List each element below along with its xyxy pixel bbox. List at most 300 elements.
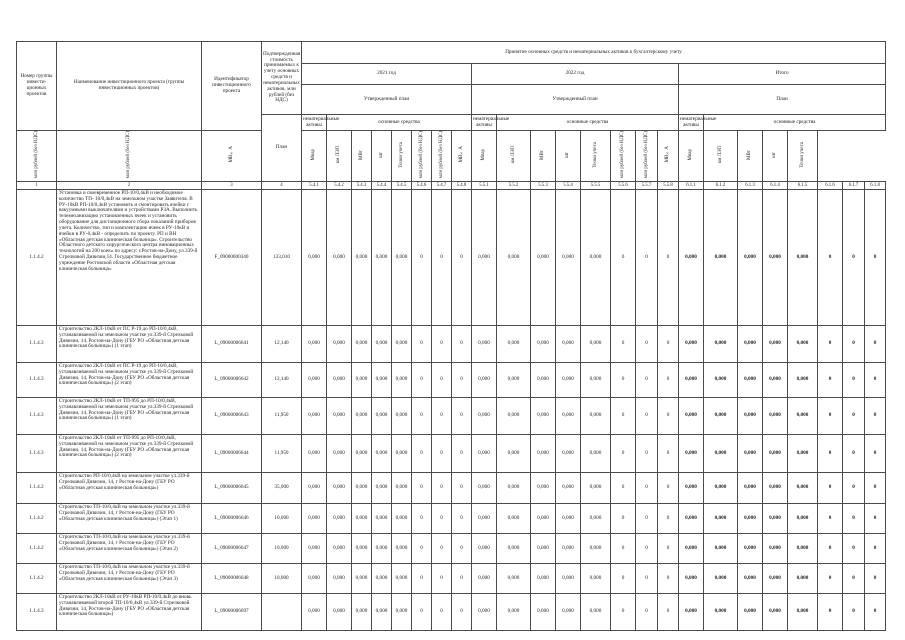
value-cell: 0,000 (704, 564, 738, 594)
value-cell: 0,000 (372, 326, 392, 363)
value-cell: 0,000 (556, 363, 581, 398)
value-cell: 0 (412, 534, 432, 564)
value-cell: 0 (658, 594, 679, 631)
column-number: 6.1.1 (679, 182, 704, 190)
value-cell: 0 (658, 473, 679, 504)
value-cell: 0,000 (302, 363, 327, 398)
value-cell: 0,000 (738, 473, 763, 504)
value-cell: 0,000 (497, 594, 531, 631)
value-cell: 0,000 (392, 564, 412, 594)
value-cell: 0 (432, 398, 452, 435)
table-row (17, 504, 886, 534)
value-cell: 0,000 (738, 435, 763, 473)
value-cell: 0,000 (497, 435, 531, 473)
value-cell: 0 (658, 326, 679, 363)
value-cell: 0 (658, 564, 679, 594)
value-cell: 0,000 (372, 504, 392, 534)
value-cell: 0,000 (531, 435, 556, 473)
value-cell: 0,000 (704, 326, 738, 363)
value-cell: 0,000 (788, 435, 818, 473)
project-name-cell: Установка и своевременное РП-10/0,4кВ и необходимое количество ТП- 10/0,4кВ на земельном участке Заявителя. В РУ-10кВ РП-10/0,4кВ установить и смонтировать ячейки с вакуумными выключателями и устройствами РЗА. Выполнить телемеханизацию установленных ячеек и установить оборудование для дистанционного сбора показаний приборов учета. Количество, тип и комплектацию ячеек в РУ-10кВ и ячейки в РУ-0,4кВ - определить по проекту. РП и ВН «Областная детская клиническая больница». Строительство Областного детского хирургического центра инновационных технологий на 200 коек» по адресу: г.Ростов-на-Дону, ул.339-й Стрелковой Дивизии,14. Государственное бюджетное учреждение Ростовской области «Областная детская клиническая больница» (57, 190, 202, 326)
column-number: 6.1.7 (843, 182, 865, 190)
value-cell: 0 (412, 398, 432, 435)
value-cell: 0,000 (352, 326, 372, 363)
unit-header (452, 131, 472, 182)
value-cell: 0,000 (788, 473, 818, 504)
project-id-cell: L_09000006643 (202, 398, 262, 435)
unit-header (472, 131, 497, 182)
unit-header (392, 131, 412, 182)
project-name-cell: Строительство 2КЛ-10кВ от ТП-995 до РП-10/0,4кВ, устанавливаемой на земельном участке ул.339-й Стрелковой Дивизии, 14, Ростов-на-Дону (ГБУ РО «Областная детская клиническая больница») (2 этап) (57, 435, 202, 473)
value-cell: 0,000 (327, 564, 352, 594)
value-cell: 0,000 (531, 564, 556, 594)
unit-header (497, 131, 531, 182)
project-name-cell: Строительство ТП-10/0,4кВ на земельном участке ул.339-й Стрелковой Дивизии, 14, г Ростов-на-Дону (ГБУ РО «Областная детская клиническая больница») (Этап 3) (57, 564, 202, 594)
value-cell: 0 (611, 435, 636, 473)
value-cell: 0 (818, 504, 843, 534)
header-project-name: Наименование инвестиционного проекта (группы инвестиционных проектов) (57, 42, 202, 131)
value-cell: 0,000 (679, 435, 704, 473)
group-number-cell: 1.1.4.2 (17, 473, 57, 504)
value-cell: 0,000 (531, 398, 556, 435)
value-cell: 0,000 (327, 363, 352, 398)
value-cell: 0 (636, 594, 658, 631)
value-cell: 0 (818, 326, 843, 363)
unit-header-label: шт (772, 151, 778, 158)
value-cell: 0,000 (302, 473, 327, 504)
unit-header (738, 131, 763, 182)
unit-header-label: Точки учета (592, 141, 598, 168)
column-number: 5.4.2 (327, 182, 352, 190)
unit-header (763, 131, 788, 182)
value-cell: 0,000 (352, 564, 372, 594)
value-cell: 0 (412, 435, 432, 473)
value-cell: 0,000 (472, 363, 497, 398)
value-cell: 0,000 (497, 363, 531, 398)
header-group: Номер группы инвести-ционных проектов (17, 42, 57, 131)
value-cell: 0 (452, 473, 472, 504)
value-cell: 0,000 (556, 594, 581, 631)
value-cell: 0,000 (581, 398, 611, 435)
confirmed-cost-cell (262, 594, 302, 631)
project-name-cell: Строительство 2КЛ-10кВ от ПС Р-19 до РП-10/0,4кВ, устанавливаемой на земельном участке ул.339-й Стрелковой Дивизии, 14, Ростов-на-Дону (ГБУ РО «Областная детская клиническая больница») (1 этап) (57, 326, 202, 363)
value-cell: 0,000 (581, 363, 611, 398)
value-cell: 0,000 (472, 504, 497, 534)
value-cell: 0,000 (531, 326, 556, 363)
value-cell: 0,000 (472, 435, 497, 473)
value-cell: 0 (865, 398, 886, 435)
column-number: 5.5.2 (497, 182, 531, 190)
unit-header-label: МВт (540, 149, 546, 160)
project-name-cell: Строительство 2КЛ-10кВ от ТП-995 до РП-10/0,4кВ, устанавливаемой на земельном участке ул.339-й Стрелковой Дивизии, 14, Ростов-на-Дону (ГБУ РО «Областная детская клиническая больница») (1 этап) (57, 398, 202, 435)
group-number-cell: 1.1.4.2 (17, 534, 57, 564)
value-cell: 0,000 (392, 435, 412, 473)
value-cell: 0,000 (738, 398, 763, 435)
value-cell: 0 (412, 326, 432, 363)
value-cell: 0,000 (704, 504, 738, 534)
value-cell: 0,000 (788, 564, 818, 594)
value-cell: 0,000 (392, 534, 412, 564)
value-cell: 0,000 (352, 534, 372, 564)
value-cell: 0,000 (679, 326, 704, 363)
value-cell: 0 (818, 564, 843, 594)
header-plan: План (262, 115, 302, 182)
value-cell: 0,000 (352, 363, 372, 398)
value-cell: 0,000 (497, 473, 531, 504)
value-cell: 0,000 (327, 190, 352, 326)
value-cell: 0 (658, 363, 679, 398)
value-cell: 0 (412, 504, 432, 534)
value-cell: 0 (865, 534, 886, 564)
unit-header (679, 131, 704, 182)
table-row (17, 473, 886, 504)
header-intangible-2022: нематериальные активы (472, 115, 497, 131)
value-cell: 0 (452, 504, 472, 534)
value-cell: 0 (432, 435, 452, 473)
value-cell: 0,000 (372, 594, 392, 631)
value-cell: 0 (452, 398, 472, 435)
value-cell: 0 (432, 190, 452, 326)
value-cell: 0,000 (472, 564, 497, 594)
column-number: 5.4.6 (412, 182, 432, 190)
value-cell: 0,000 (704, 190, 738, 326)
header-fixed-total: основные средства (704, 115, 886, 131)
value-cell: 0 (636, 398, 658, 435)
group-number-cell: 1.1.4.2 (17, 564, 57, 594)
value-cell: 0 (611, 473, 636, 504)
column-number: 5.4.3 (352, 182, 372, 190)
header-intangible-2021: нематериальные активы (302, 115, 327, 131)
column-number: 5.5.1 (472, 182, 497, 190)
value-cell: 0,000 (556, 326, 581, 363)
value-cell: 0 (432, 473, 452, 504)
unit-header (531, 131, 556, 182)
project-id-cell: L_09000006645 (202, 473, 262, 504)
value-cell: 0,000 (372, 435, 392, 473)
value-cell: 0 (452, 326, 472, 363)
column-number: 2 (57, 182, 202, 190)
unit-header-label: Точки учета (799, 141, 805, 168)
value-cell: 0,000 (581, 594, 611, 631)
value-cell: 0,000 (556, 504, 581, 534)
column-number: 4 (262, 182, 302, 190)
unit-header-label: Точки учета (398, 141, 404, 168)
value-cell: 0 (865, 363, 886, 398)
confirmed-cost-cell: 133,010 (262, 190, 302, 326)
value-cell: 0,000 (392, 363, 412, 398)
value-cell: 0,000 (788, 594, 818, 631)
value-cell: 0,000 (392, 504, 412, 534)
value-cell: 0 (658, 398, 679, 435)
value-cell: 0 (865, 564, 886, 594)
value-cell: 0 (452, 564, 472, 594)
value-cell: 0,000 (704, 398, 738, 435)
value-cell: 0,000 (679, 504, 704, 534)
project-id-cell: L_09000006641 (202, 326, 262, 363)
value-cell: 0,000 (327, 326, 352, 363)
value-cell: 0,000 (302, 326, 327, 363)
group-number-cell: 1.1.4.3 (17, 435, 57, 473)
header-fixed-2021: основные средства (327, 115, 472, 131)
value-cell: 0,000 (531, 504, 556, 534)
column-number: 5.4.5 (392, 182, 412, 190)
value-cell: 0,000 (738, 534, 763, 564)
value-cell: 0,000 (531, 190, 556, 326)
unit-header-label: МВ×А (665, 146, 671, 163)
unit-header (636, 131, 658, 182)
value-cell: 0 (611, 534, 636, 564)
table-row (17, 564, 886, 594)
value-cell: 0,000 (302, 534, 327, 564)
value-cell: 0,000 (372, 363, 392, 398)
value-cell: 0,000 (352, 594, 372, 631)
column-number: 1 (17, 182, 57, 190)
value-cell: 0,000 (679, 398, 704, 435)
value-cell: 0 (658, 504, 679, 534)
value-cell: 0 (432, 564, 452, 594)
project-id-cell: F_09000000340 (202, 190, 262, 326)
group-number-cell: 1.1.4.3 (17, 594, 57, 631)
unit-header-label: Мвар (688, 148, 694, 161)
value-cell: 0,000 (497, 564, 531, 594)
value-cell: 0 (658, 534, 679, 564)
column-number: 5.5.6 (611, 182, 636, 190)
value-cell: 0 (636, 534, 658, 564)
value-cell: 0,000 (327, 504, 352, 534)
unit-header (352, 131, 372, 182)
value-cell: 0,000 (327, 398, 352, 435)
value-cell: 0,000 (352, 190, 372, 326)
unit-header-label: Мвар (311, 148, 317, 161)
value-cell: 0,000 (763, 435, 788, 473)
table-row (17, 363, 886, 398)
unit-header-label: км ЛЭП (336, 146, 342, 164)
project-name-cell: Строительство 2КЛ-10кВ от ПС Р-19 до РП-10/0,4кВ, устанавливаемой на земельном участке ул.339-й Стрелковой Дивизии, 14, Ростов-на-Дону (ГБУ РО «Областная детская клиническая больница») (2 этап) (57, 363, 202, 398)
column-number: 5.4.1 (302, 182, 327, 190)
value-cell: 0,000 (788, 398, 818, 435)
value-cell: 0 (818, 435, 843, 473)
value-cell: 0,000 (704, 435, 738, 473)
unit-header-label: млн рублей (без НДС) (643, 131, 649, 179)
value-cell: 0 (636, 504, 658, 534)
table-row (17, 594, 886, 631)
value-cell: 0 (865, 504, 886, 534)
value-cell: 0,000 (302, 504, 327, 534)
value-cell: 0,000 (763, 473, 788, 504)
value-cell: 0 (636, 326, 658, 363)
value-cell: 0 (843, 363, 865, 398)
value-cell: 0,000 (763, 534, 788, 564)
unit-header (57, 131, 202, 182)
group-number-cell: 1.1.4.3 (17, 398, 57, 435)
value-cell: 0,000 (531, 363, 556, 398)
value-cell: 0 (843, 190, 865, 326)
value-cell: 0 (412, 190, 432, 326)
value-cell: 0,000 (763, 363, 788, 398)
column-number: 3 (202, 182, 262, 190)
value-cell: 0,000 (738, 564, 763, 594)
value-cell: 0,000 (704, 594, 738, 631)
value-cell: 0,000 (581, 534, 611, 564)
unit-header (788, 131, 818, 182)
value-cell: 0,000 (788, 326, 818, 363)
header-acceptance: Принятие основных средств и нематериальных активов к бухгалтерскому учету (302, 42, 886, 64)
value-cell: 0,000 (531, 594, 556, 631)
value-cell: 0,000 (531, 473, 556, 504)
project-id-cell: L_09000006647 (202, 534, 262, 564)
value-cell: 0,000 (327, 473, 352, 504)
value-cell: 0,000 (472, 190, 497, 326)
value-cell: 0,000 (472, 473, 497, 504)
unit-header-label: Мвар (481, 148, 487, 161)
column-number: 5.5.3 (531, 182, 556, 190)
column-number: 6.1.3 (738, 182, 763, 190)
column-number: 6.1.5 (788, 182, 818, 190)
confirmed-cost-cell: 11,950 (262, 398, 302, 435)
confirmed-cost-cell: 10,000 (262, 534, 302, 564)
table-row (17, 534, 886, 564)
value-cell: 0 (865, 326, 886, 363)
column-number: 5.4.8 (452, 182, 472, 190)
value-cell: 0 (412, 363, 432, 398)
value-cell: 0,000 (788, 504, 818, 534)
value-cell: 0 (843, 398, 865, 435)
value-cell: 0,000 (372, 473, 392, 504)
header-fixed-2022: основные средства (497, 115, 679, 131)
value-cell: 0,000 (392, 594, 412, 631)
value-cell: 0 (452, 435, 472, 473)
group-number-cell: 1.1.4.2 (17, 190, 57, 326)
value-cell: 0,000 (556, 398, 581, 435)
unit-header (432, 131, 452, 182)
value-cell: 0,000 (372, 398, 392, 435)
value-cell: 0,000 (556, 564, 581, 594)
unit-header-label: км ЛЭП (510, 146, 516, 164)
column-number: 6.1.6 (818, 182, 843, 190)
value-cell: 0,000 (497, 326, 531, 363)
value-cell: 0 (843, 594, 865, 631)
value-cell: 0,000 (788, 534, 818, 564)
value-cell: 0,000 (392, 190, 412, 326)
unit-header-label: шт (565, 151, 571, 158)
value-cell: 0,000 (497, 190, 531, 326)
confirmed-cost-cell: 35,000 (262, 473, 302, 504)
value-cell: 0,000 (738, 326, 763, 363)
value-cell: 0,000 (472, 326, 497, 363)
value-cell: 0,000 (372, 190, 392, 326)
column-number: 6.1.8 (865, 182, 886, 190)
value-cell: 0,000 (556, 534, 581, 564)
value-cell: 0,000 (497, 398, 531, 435)
value-cell: 0,000 (738, 594, 763, 631)
value-cell: 0,000 (556, 190, 581, 326)
value-cell: 0,000 (302, 564, 327, 594)
value-cell: 0,000 (327, 594, 352, 631)
unit-header (302, 131, 327, 182)
unit-header-label: МВт (747, 149, 753, 160)
value-cell: 0 (636, 363, 658, 398)
confirmed-cost-cell: 11,950 (262, 435, 302, 473)
value-cell: 0,000 (679, 534, 704, 564)
value-cell: 0 (452, 363, 472, 398)
value-cell: 0 (818, 534, 843, 564)
value-cell: 0,000 (738, 504, 763, 534)
value-cell: 0,000 (556, 473, 581, 504)
column-number: 5.4.7 (432, 182, 452, 190)
value-cell: 0,000 (392, 398, 412, 435)
unit-header (704, 131, 738, 182)
value-cell: 0 (611, 190, 636, 326)
table-row (17, 435, 886, 473)
value-cell: 0,000 (472, 594, 497, 631)
unit-header-label: км ЛЭП (717, 146, 723, 164)
value-cell: 0,000 (763, 504, 788, 534)
group-number-cell: 1.1.4.3 (17, 363, 57, 398)
value-cell: 0,000 (472, 534, 497, 564)
group-number-cell: 1.1.4.3 (17, 326, 57, 363)
value-cell: 0,000 (352, 398, 372, 435)
table-row (17, 398, 886, 435)
unit-header (611, 131, 636, 182)
unit-header-label: МВ×А (228, 146, 234, 163)
value-cell: 0 (658, 190, 679, 326)
value-cell: 0 (432, 504, 452, 534)
value-cell: 0,000 (763, 398, 788, 435)
unit-header (581, 131, 611, 182)
project-name-cell: Строительство 2КЛ-10кВ от РУ-10кВ РП-10/0,4кВ до вновь устанавливаемой второй ТП-10/0,4кВ ул.339-й Стрелковой Дивизии, 14, Ростов-на-Дону (ГБУ РО «Областная детская клиническая больница») (57, 594, 202, 631)
project-name-cell: Строительство ТП-10/0,4кВ на земельном участке ул.339-й Стрелковой Дивизии, 14, г Ростов-на-Дону (ГБУ РО «Областная детская клиническая больница») (Этап 2) (57, 534, 202, 564)
unit-header (202, 131, 262, 182)
value-cell: 0,000 (581, 190, 611, 326)
value-cell: 0 (658, 435, 679, 473)
unit-header-label: МВт (358, 149, 364, 160)
value-cell: 0,000 (581, 435, 611, 473)
header-intangible-total: нематериальные активы (679, 115, 704, 131)
value-cell: 0,000 (704, 473, 738, 504)
value-cell: 0,000 (679, 363, 704, 398)
value-cell: 0 (452, 534, 472, 564)
project-id-cell: L_09000006644 (202, 435, 262, 473)
value-cell: 0,000 (392, 326, 412, 363)
value-cell: 0,000 (581, 473, 611, 504)
value-cell: 0,000 (763, 564, 788, 594)
value-cell: 0 (432, 326, 452, 363)
unit-header-label: млн рублей (без НДС) (438, 131, 444, 179)
project-name-cell: Строительство РП-10/0,4кВ на земельном участке ул.339-й Стрелковой Дивизии, 14, г Ростов-на-Дону (ГБУ РО «Областная детская клиническая больница») (57, 473, 202, 504)
column-number: 5.4.4 (372, 182, 392, 190)
value-cell: 0,000 (679, 473, 704, 504)
group-number-cell: 1.1.4.2 (17, 504, 57, 534)
header-plan-total: План (679, 85, 886, 115)
value-cell: 0 (843, 504, 865, 534)
unit-header (17, 131, 57, 182)
header-approved-plan-2021: Утвержденный план (302, 85, 472, 115)
value-cell: 0 (818, 594, 843, 631)
value-cell: 0 (636, 190, 658, 326)
unit-header-label: МВ×А (458, 146, 464, 163)
value-cell: 0,000 (556, 435, 581, 473)
confirmed-cost-cell: 12,140 (262, 363, 302, 398)
value-cell: 0,000 (472, 398, 497, 435)
value-cell: 0,000 (704, 534, 738, 564)
value-cell: 0,000 (302, 435, 327, 473)
value-cell: 0 (611, 564, 636, 594)
value-cell: 0 (432, 594, 452, 631)
project-id-cell: L_09000006646 (202, 504, 262, 534)
value-cell: 0 (818, 473, 843, 504)
value-cell: 0,000 (763, 190, 788, 326)
value-cell: 0,000 (327, 435, 352, 473)
